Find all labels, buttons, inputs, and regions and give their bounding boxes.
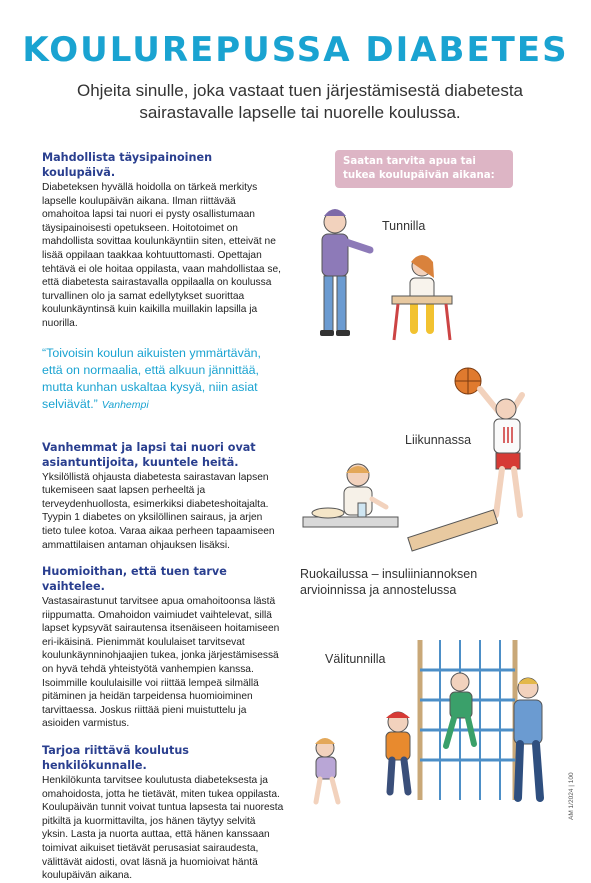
section-body: Henkilökunta tarvitsee koulutusta diabeteksesta ja omahoidosta, jotta he tietävät, miten tukea oppilasta. Koulupäivän tunnit voivat tuntua lapsesta tai nuoresta pitkiltä ja kuormittavilta, jos hänen täytyy selvitä yksin. Lasta ja nuorta auttaa, että hänen kanssaan toimivat aikuiset tietävät perusasiat sairaudesta, välittävät aidosti, ovat läsnä ja huomioivat häntä koulupäivän aikana. <box>42 775 284 882</box>
section-body: Diabeteksen hyvällä hoidolla on tärkeä merkitys lapselle koulupäivän aikana. Ilman riittävää omahoitoa lapsi tai nuori ei pysty osallistumaan täysipainoisesti opetukseen. Hoitotoimet on mahdollista sovittaa koulunkäyntiin siten, etteivät ne lisää oppilaan taakkaa kohtuuttomasti. Opettajan tehtävä ei ole hoitaa oppilasta, vaan mahdollistaa se, että diabetesta sairastavalla oppilaalla on koulussa turvallinen olo ja samat edellytykset suorittaa koulunkäyntinsä kuin kaikilla muillakin lapsilla ja nuorilla. <box>42 182 281 329</box>
section-heading: Mahdollista täysipainoinen koulupäivä. <box>42 151 213 179</box>
label-lunch: Ruokailussa – insuliiniannoksen arvioinnissa ja annostelussa <box>300 567 478 597</box>
label-sports: Liikunnassa <box>405 433 472 447</box>
boy-cap-figure <box>386 712 410 792</box>
left-column <box>42 150 284 883</box>
page-subtitle: Ohjeita sinulle, joka vastaat tuen järjestämisestä diabetesta sairastavalle lapselle tai nuorelle koulussa. <box>76 81 524 122</box>
quote-author: Vanhempi <box>101 398 149 411</box>
label-class: Tunnilla <box>382 219 426 233</box>
school-desk <box>392 296 452 340</box>
teacher-figure <box>320 209 370 336</box>
page-title: KOULUREPUSSA DIABETES <box>22 30 569 70</box>
adult-man-figure <box>514 678 542 798</box>
section-staff-training <box>42 743 284 883</box>
section-support-varies <box>42 564 284 731</box>
section-heading: Vanhemmat ja lapsi tai nuori ovat asiantuntijoita, kuuntele heitä. <box>42 440 256 469</box>
label-recess: Välitunnilla <box>325 652 386 666</box>
lunch-table <box>303 517 398 527</box>
lunch-illustration <box>298 455 498 565</box>
section-experts <box>42 440 284 553</box>
section-full-day <box>42 150 284 331</box>
help-callout: Saatan tarvita apua tai tukea koulupäivän aikana: <box>335 150 513 188</box>
section-body: Vastasairastunut tarvitsee apua omahoitoonsa lästä riippumatta. Omahoidon vaimiudet vaihtelevat, sillä lapset kypsyvät sairautensa itsenäiseen hoitamiseen eri-ikäisinä. Pienimmät koululaiset tarvitsevat koulunkäynninohjaajien tukea, jonka järjestämisessä on hyvä tehdä yhteistyötä vanhempien kanssa. Isoimmille koululaisille voi riittää lempeä silmällä pitäminen ja heidän tarpeidensa huomioiminen tarvittaessa. Joskus riittää pieni muistuttelu ja asioiden varmistus. <box>42 596 280 730</box>
plate-icon <box>312 508 344 518</box>
student-figure <box>410 255 434 330</box>
quote-block <box>42 345 284 414</box>
section-heading: Tarjoa riittävä koulutus henkilökunnalle. <box>42 744 189 773</box>
drink-glass-icon <box>358 503 366 517</box>
gym-bench <box>408 510 498 551</box>
quote-text: “Toivoisin koulun aikuisten ymmärtävän, että on normaalia, että alkuun jännittää, mutta kunhan uskaltaa kysyä, niin asiat selviävät.” Vanhempi <box>42 345 261 411</box>
section-heading: Huomioithan, että tuen tarve vaihtelee. <box>42 565 227 594</box>
section-body: Yksilöllistä ohjausta diabetesta sairastavan lapsen tukemiseen saat lapsen perheeltä ja terveydenhuollosta, esimerkiksi diabeteshoitajalta. Tyypin 1 diabetes on yksilöllinen sairaus, ja arjen tieto tulee kotoa. Varaa aikaa perheen tapaamiseen ammattilaisen antaman ohjauksen lisäksi. <box>42 471 275 551</box>
girl-figure <box>315 738 338 802</box>
footer-code: AM 1/2024 | 100 <box>568 772 575 820</box>
